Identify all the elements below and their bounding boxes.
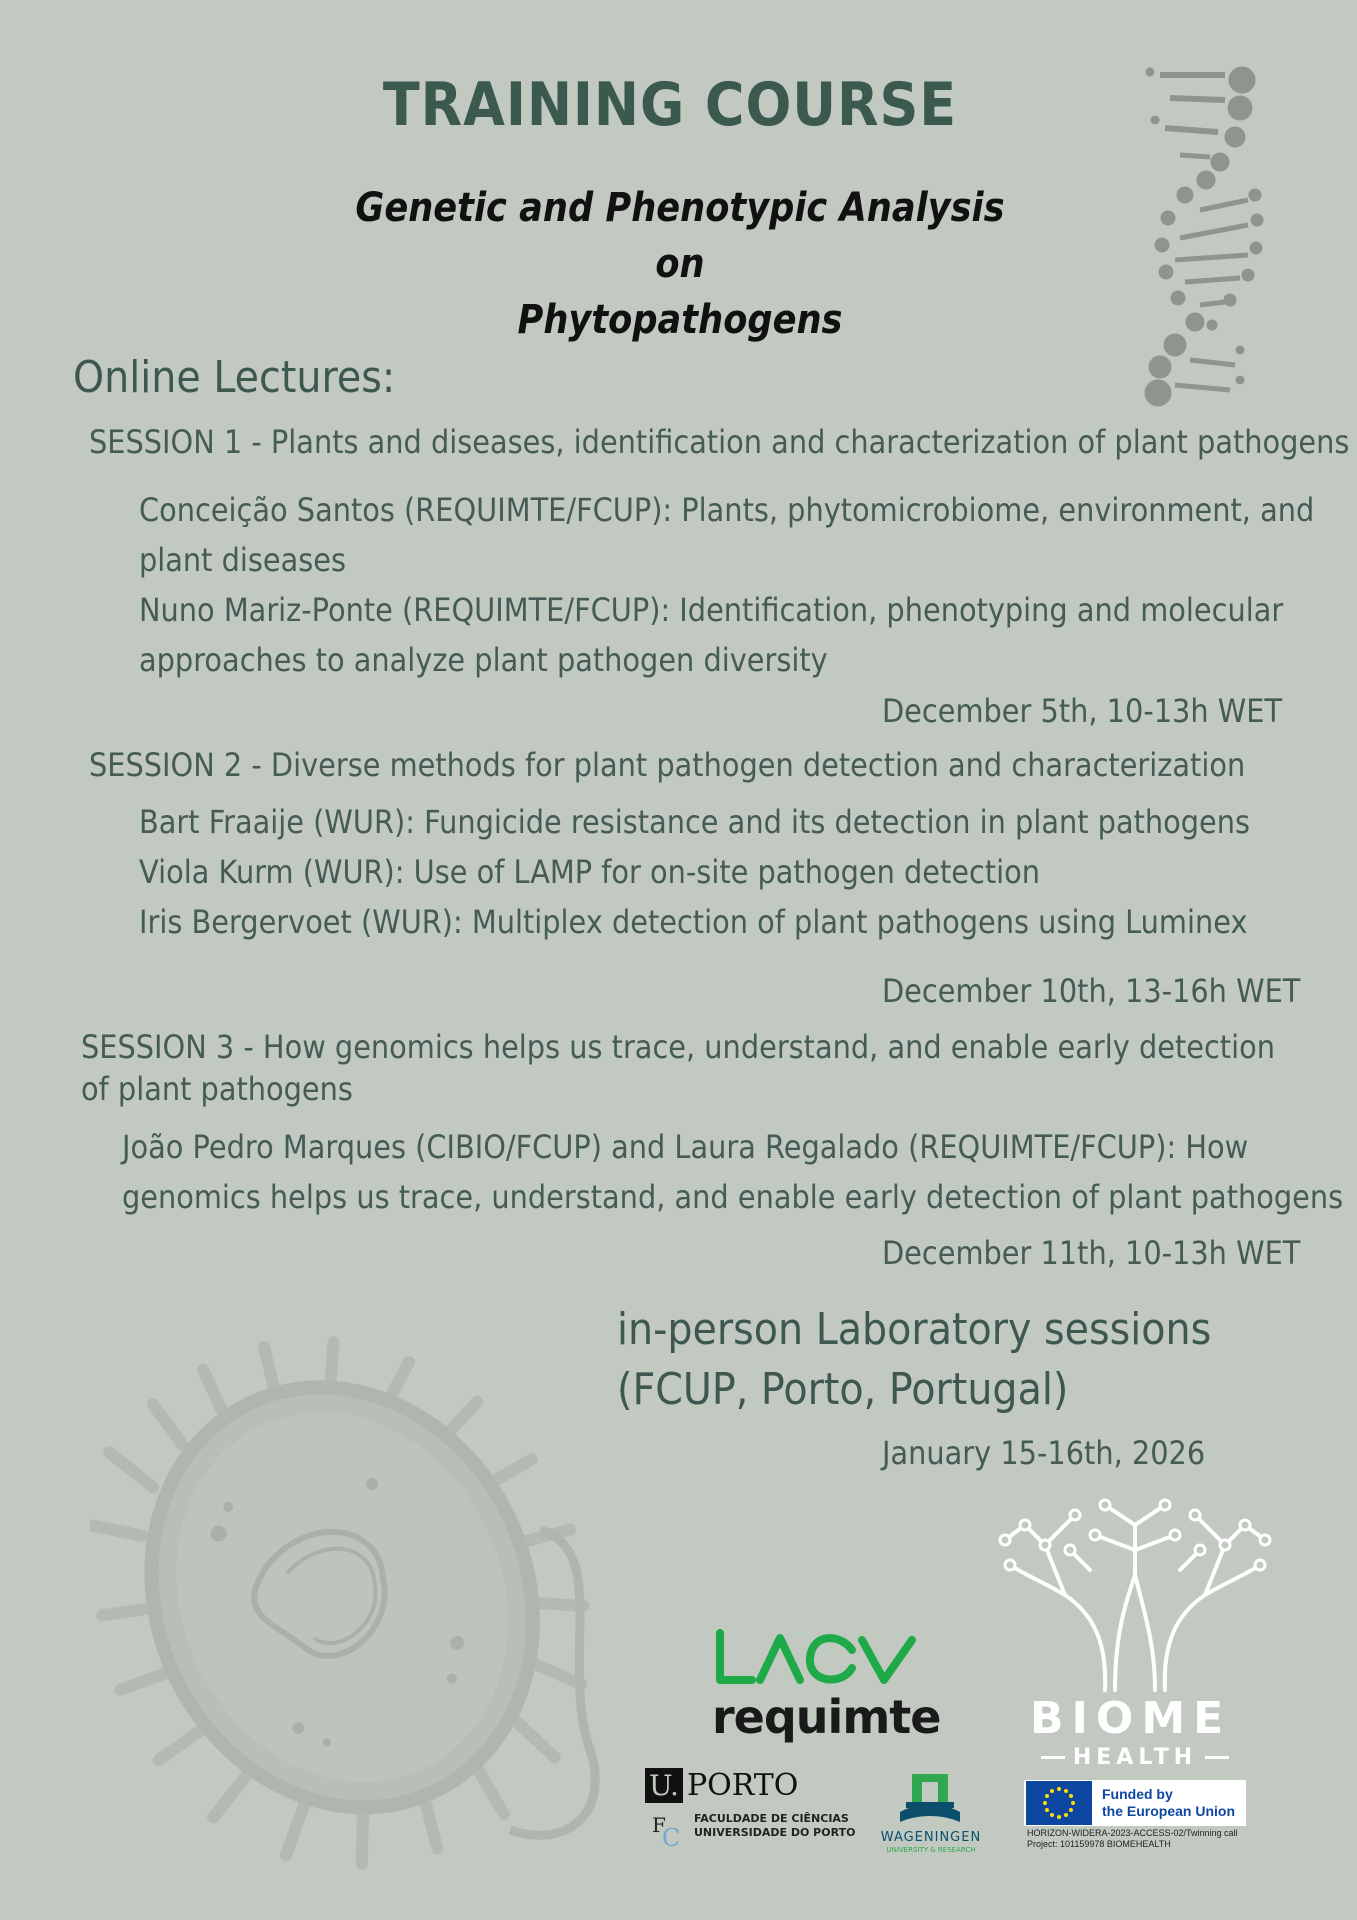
session-2-speakers (139, 797, 1250, 947)
lab-date: January 15-16th, 2026 (882, 1434, 1206, 1472)
svg-text:F: F (652, 1813, 666, 1837)
session-2-title: SESSION 2 - Diverse methods for plant pathogen detection and characterization (89, 746, 1246, 784)
uporto-porto-text: PORTO (686, 1768, 799, 1803)
uporto-u-block: U. (645, 1768, 683, 1803)
wageningen-subtext: UNIVERSITY & RESEARCH (886, 1846, 976, 1854)
session-1-date: December 5th, 10-13h WET (882, 692, 1283, 730)
biome-health-tree-logo (995, 1495, 1275, 1695)
session-3-line: genomics helps us trace, understand, and enable early detection of plant pathogens (122, 1178, 1344, 1216)
health-rule-left (1041, 1756, 1065, 1759)
session-3-title-line-2: of plant pathogens (81, 1070, 353, 1108)
fc-text-line-1: FACULDADE DE CIÊNCIAS (694, 1812, 849, 1825)
session-2-line: Viola Kurm (WUR): Use of LAMP for on-site pathogen detection (139, 853, 1040, 891)
eu-line-2: the European Union (1102, 1803, 1235, 1819)
eu-note-line-2: Project: 101159978 BIOMEHEALTH (1027, 1839, 1171, 1849)
health-wordmark (1040, 1745, 1230, 1770)
session-1-speakers (139, 485, 1314, 685)
subtitle-line-2: Phytopathogens (517, 297, 843, 343)
health-label: HEALTH (1072, 1745, 1198, 1770)
session-3-line: João Pedro Marques (CIBIO/FCUP) and Laura Regalado (REQUIMTE/FCUP): How (122, 1128, 1249, 1166)
eu-funding-text (1102, 1786, 1235, 1820)
biome-wordmark: BIOME (1030, 1693, 1232, 1744)
fc-logo (652, 1812, 855, 1848)
lab-line-2: (FCUP, Porto, Portugal) (617, 1364, 1069, 1415)
session-1-line: Conceição Santos (REQUIMTE/FCUP): Plants, phytomicrobiome, environment, and (139, 491, 1315, 529)
requimte-wordmark: requimte (712, 1690, 941, 1744)
health-rule-right (1205, 1756, 1229, 1759)
session-3-title-line-1: SESSION 3 - How genomics helps us trace, understand, and enable early detection (81, 1028, 1275, 1066)
fc-text (694, 1812, 855, 1840)
uporto-logo (645, 1768, 798, 1803)
subtitle-line-1: Genetic and Phenotypic Analysis on (355, 185, 1005, 287)
lab-line-1: in-person Laboratory sessions (617, 1304, 1212, 1355)
online-lectures-heading: Online Lectures: (73, 352, 396, 403)
laqv-logo (712, 1628, 927, 1688)
fc-text-line-2: UNIVERSIDADE DO PORTO (694, 1826, 856, 1839)
session-1-line: Nuno Mariz-Ponte (REQUIMTE/FCUP): Identification, phenotyping and molecular (139, 591, 1284, 629)
eu-note-line-1: HORIZON-WIDERA-2023-ACCESS-02/Twinning call (1027, 1828, 1238, 1838)
bacteria-graphic (90, 1330, 650, 1890)
session-2-date: December 10th, 13-16h WET (882, 972, 1301, 1010)
session-3-title (81, 1026, 1275, 1110)
course-subtitle (328, 180, 1032, 348)
lab-sessions-heading (617, 1300, 1211, 1420)
session-1-line: approaches to analyze plant pathogen diversity (139, 641, 828, 679)
session-2-line: Bart Fraaije (WUR): Fungicide resistance and its detection in plant pathogens (139, 803, 1251, 841)
session-2-line: Iris Bergervoet (WUR): Multiplex detection of plant pathogens using Luminex (139, 903, 1248, 941)
session-3-date: December 11th, 10-13h WET (882, 1234, 1301, 1272)
session-3-speakers (122, 1122, 1343, 1222)
session-1-line: plant diseases (139, 541, 347, 579)
eu-line-1: Funded by (1102, 1786, 1173, 1802)
page-title: TRAINING COURSE (382, 70, 958, 140)
eu-project-note (1027, 1828, 1238, 1850)
eu-flag-icon (1026, 1781, 1092, 1825)
eu-funding-badge (1024, 1780, 1246, 1826)
session-1-title: SESSION 1 - Plants and diseases, identification and characterization of plant pathogens (89, 423, 1350, 461)
fc-monogram (652, 1812, 688, 1848)
wageningen-logo-mark (898, 1772, 962, 1830)
wageningen-wordmark: WAGENINGEN (880, 1830, 982, 1845)
svg-text:C: C (662, 1824, 681, 1848)
